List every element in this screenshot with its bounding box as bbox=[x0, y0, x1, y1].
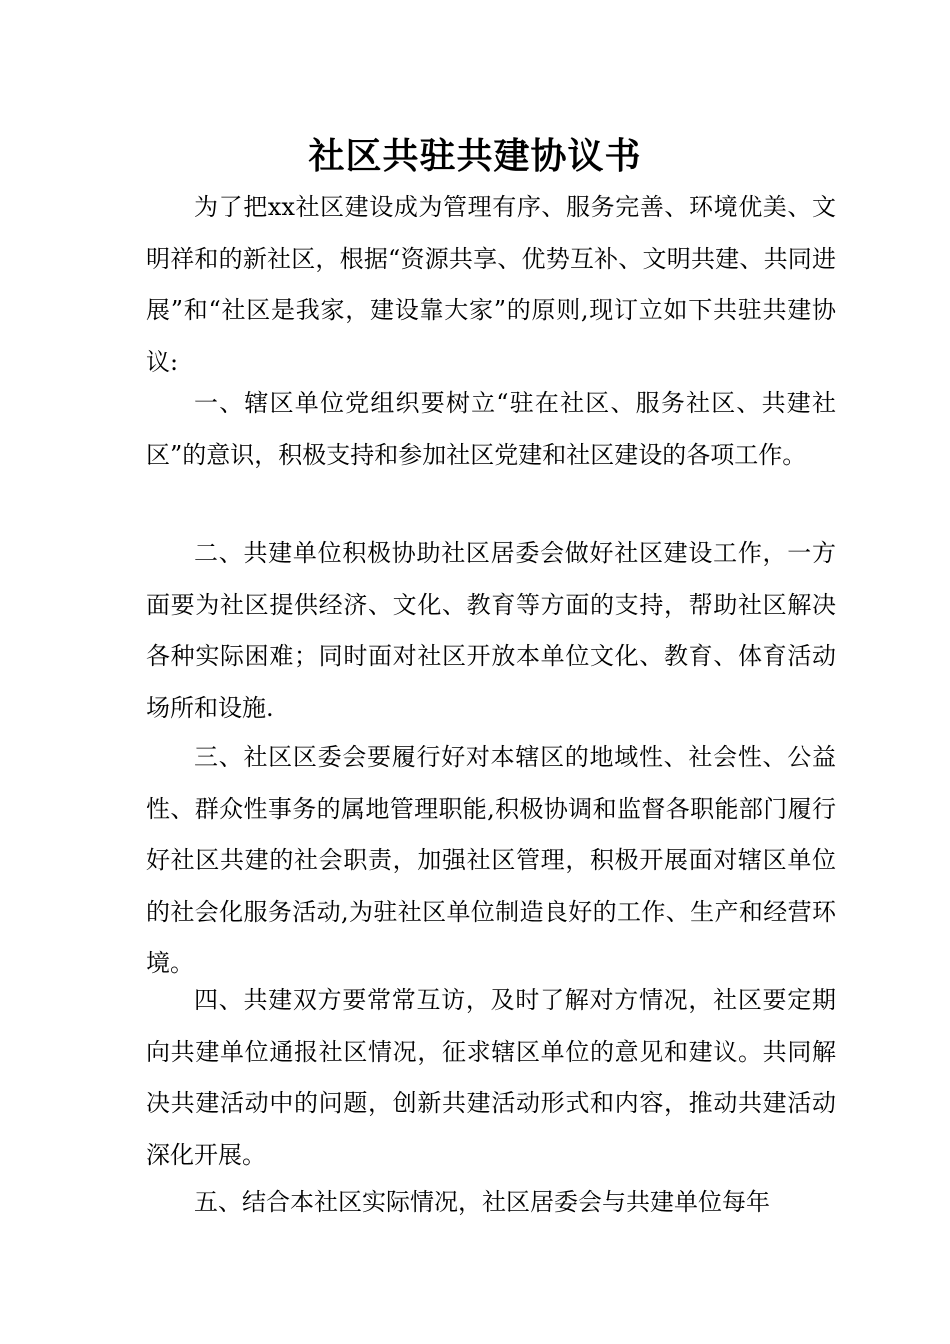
clause-paragraph-4: 四、共建双方要常常互访，及时了解对方情况，社区要定期向共建单位通报社区情况，征求辖区单位的意见和建议。共同解决共建活动中的问题，创新共建活动形式和内容，推动共建活动深化开展。 bbox=[146, 986, 836, 1169]
clause-paragraph-2: 二、共建单位积极协助社区居委会做好社区建设工作，一方面要为社区提供经济、文化、教育等方面的支持，帮助社区解决各种实际困难；同时面对社区开放本单位文化、教育、体育活动场所和设施. bbox=[146, 539, 836, 722]
clause-paragraph-5: 五、结合本社区实际情况，社区居委会与共建单位每年 bbox=[194, 1188, 770, 1216]
document-title: 社区共驻共建协议书 bbox=[308, 135, 642, 177]
intro-paragraph: 为了把xx社区建设成为管理有序、服务完善、环境优美、文明祥和的新社区，根据“资源共享、优势互补、文明共建、共同进展”和“社区是我家，建设靠大家”的原则,现订立如下共驻共建协议: bbox=[146, 193, 836, 376]
clause-paragraph-1: 一、辖区单位党组织要树立“驻在社区、服务社区、共建社区”的意识，积极支持和参加社区党建和社区建设的各项工作。 bbox=[146, 389, 836, 469]
clause-paragraph-3: 三、社区区委会要履行好对本辖区的地域性、社会性、公益性、群众性事务的属地管理职能,积极协调和监督各职能部门履行好社区共建的社会职责，加强社区管理，积极开展面对辖区单位的社会化服务活动,为驻社区单位制造良好的工作、生产和经营环境。 bbox=[146, 743, 836, 977]
